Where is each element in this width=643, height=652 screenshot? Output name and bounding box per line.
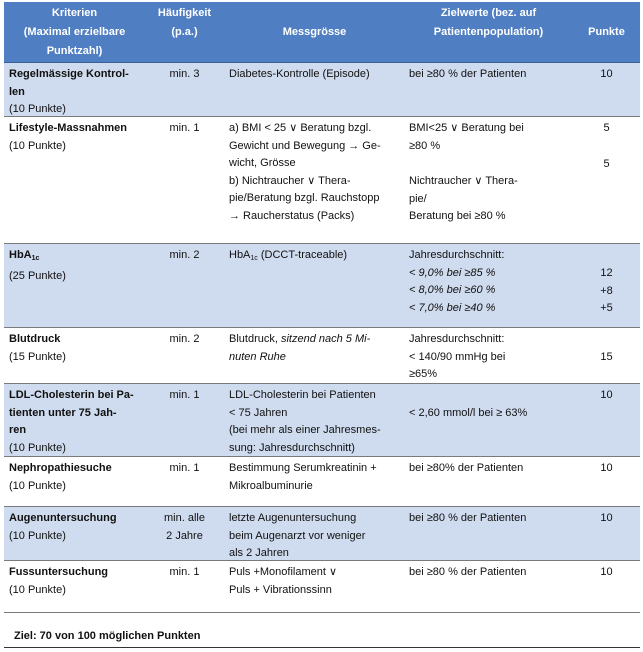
target-cell: Jahresdurchschnitt: < 9,0% bei ≥85 % < 8,0% bei ≥60 % < 7,0% bei ≥40 % <box>409 249 505 314</box>
measure-cell: HbA$_{1c}$ (DCCT-traceable) <box>229 249 348 262</box>
points-cell: 10 <box>600 462 613 474</box>
header-haeufigkeit: Häufigkeit (p.a.) <box>157 7 212 38</box>
target-cell: bei ≥80 % der Patienten <box>409 512 527 524</box>
frequency-cell: min. alle 2 Jahre <box>164 512 205 542</box>
points-cell: 10 <box>600 566 613 578</box>
table-row <box>4 117 640 244</box>
measure-cell: a) BMI < 25 ∨ Beratung bzgl. Gewicht und Bewegung → Ge- wicht, Grösse b) Nichtraucher ∨ Thera- pie/Beratung bzgl. Rauchstopp → Raucherstatus (Packs) <box>229 122 381 222</box>
criterion-cell: HbA$_{1c}$ (25 Punkte) <box>9 249 66 282</box>
frequency-cell: min. 2 <box>169 249 200 261</box>
table-row <box>4 63 640 117</box>
points-cell: 10 <box>600 389 613 401</box>
measure-cell: Diabetes-Kontrolle (Episode) <box>229 68 370 80</box>
measure-cell: Blutdruck, sitzend nach 5 Mi- nuten Ruhe <box>229 333 371 363</box>
measure-cell: Puls +Monofilament ∨ Puls + Vibrationssinn <box>229 566 338 596</box>
table-header <box>4 2 640 63</box>
header-kriterien: Kriterien (Maximal erzielbare Punktzahl) <box>23 7 126 57</box>
frequency-cell: min. 1 <box>169 462 200 474</box>
criterion-cell: Blutdruck (15 Punkte) <box>9 333 66 363</box>
measure-cell: Bestimmung Serumkreatinin + Mikroalbuminurie <box>229 462 377 492</box>
criterion-cell: LDL-Cholesterin bei Pa- tienten unter 75 Jah- ren (10 Punkte) <box>9 389 134 454</box>
frequency-cell: min. 1 <box>169 389 200 401</box>
table-row <box>4 384 640 457</box>
target-cell: bei ≥80% der Patienten <box>409 462 524 474</box>
table-row <box>4 328 640 384</box>
points-cell: 5 5 <box>603 122 610 170</box>
points-cell: 15 <box>600 351 613 363</box>
footer-divider <box>4 647 640 648</box>
criterion-cell: Regelmässige Kontrol- len (10 Punkte) <box>9 68 129 115</box>
header-zielwerte: Zielwerte (bez. auf Patientenpopulation) <box>433 7 544 38</box>
target-cell: BMI<25 ∨ Beratung bei ≥80 % Nichtraucher ∨ Thera- pie/ Beratung bei ≥80 % <box>409 122 524 222</box>
criterion-cell: Lifestyle-Massnahmen (10 Punkte) <box>9 122 127 152</box>
header-punkte: Punkte <box>588 26 625 38</box>
criterion-cell: Nephropathiesuche (10 Punkte) <box>9 462 112 492</box>
measure-cell: LDL-Cholesterin bei Patienten < 75 Jahren (bei mehr als einer Jahresmes- sung: Jahresdurchschnitt) <box>229 389 381 454</box>
frequency-cell: min. 3 <box>169 68 200 80</box>
target-cell: bei ≥80 % der Patienten <box>409 68 527 80</box>
table-row <box>4 244 640 328</box>
table-row <box>4 457 640 507</box>
target-cell: < 2,60 mmol/l bei ≥ 63% <box>409 407 528 419</box>
criterion-cell: Fussuntersuchung (10 Punkte) <box>9 566 109 596</box>
points-cell: 12 +8 +5 <box>600 267 613 314</box>
target-cell: bei ≥80 % der Patienten <box>409 566 527 578</box>
criteria-table <box>4 2 640 613</box>
points-cell: 10 <box>600 68 613 80</box>
measure-cell: letzte Augenuntersuchung beim Augenarzt vor weniger als 2 Jahren <box>229 512 366 559</box>
criterion-cell: Augenuntersuchung (10 Punkte) <box>9 512 117 542</box>
goal-footer: Ziel: 70 von 100 möglichen Punkten <box>14 630 201 642</box>
target-cell: Jahresdurchschnitt: < 140/90 mmHg bei ≥65% <box>409 333 506 380</box>
frequency-cell: min. 1 <box>169 122 200 134</box>
table-row <box>4 507 640 561</box>
points-cell: 10 <box>600 512 613 524</box>
frequency-cell: min. 2 <box>169 333 200 345</box>
frequency-cell: min. 1 <box>169 566 200 578</box>
header-messgroesse: Messgrösse <box>282 26 347 38</box>
table-row <box>4 561 640 613</box>
